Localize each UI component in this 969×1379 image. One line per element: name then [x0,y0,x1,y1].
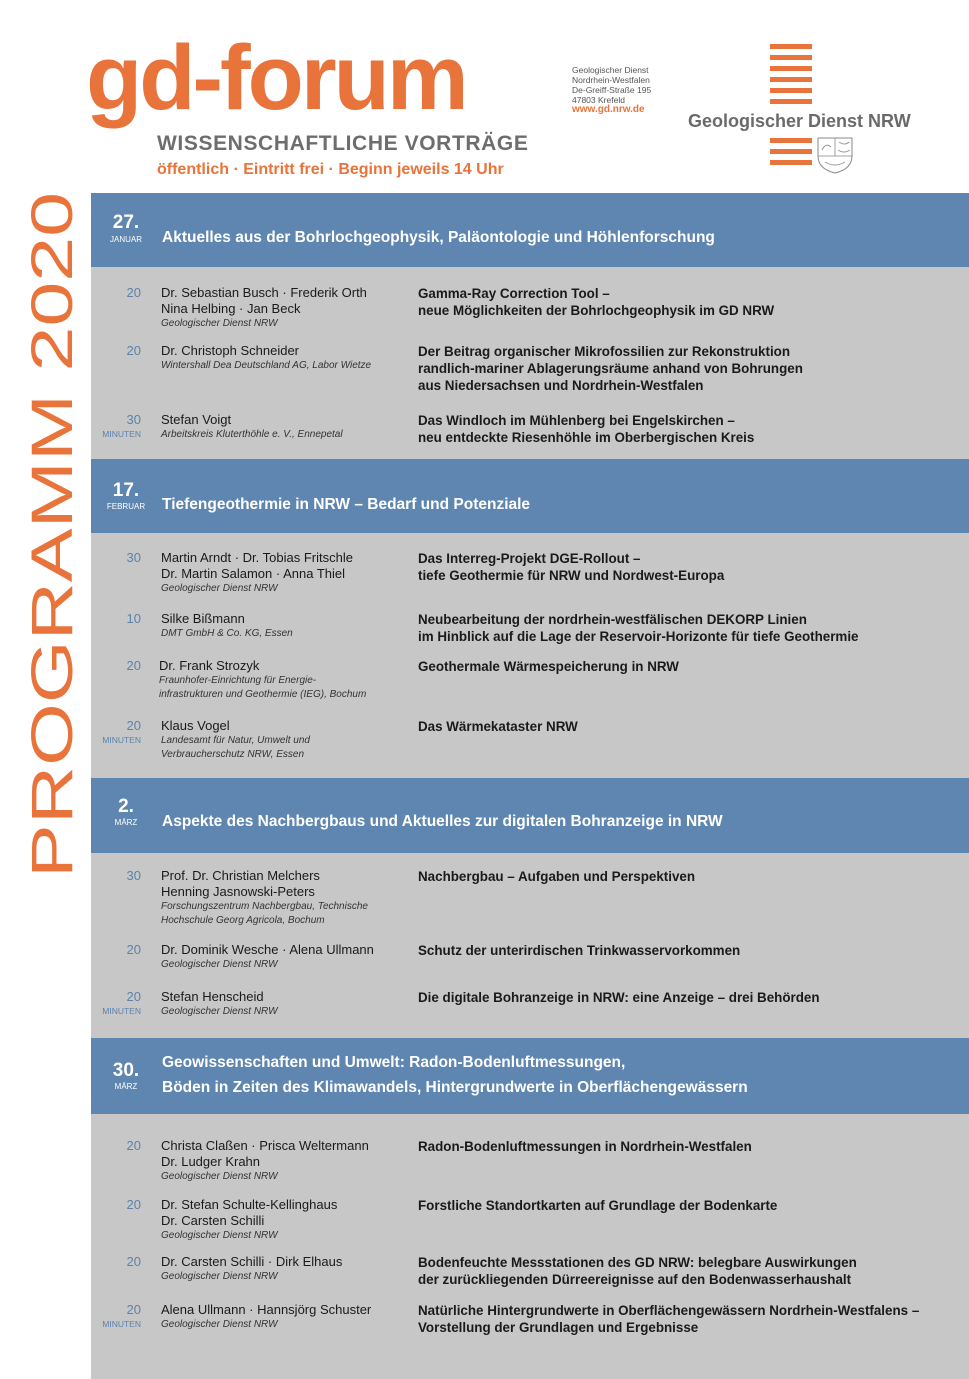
speaker-name: Henning Jasnowski-Peters [161,884,315,899]
section-header-februar [91,459,969,533]
speaker-affiliation: Wintershall Dea Deutschland AG, Labor Wietze [161,360,372,371]
talk-title-line: Forstliche Standortkarten auf Grundlage der Bodenkarte [418,1198,778,1213]
speaker-name: Martin Arndt · Dr. Tobias Fritschle [161,550,353,565]
speaker-affiliation: Geologischer Dienst NRW [161,318,278,329]
talk-minutes: 20 [126,285,141,300]
website-link[interactable]: www.gd.nrw.de [572,104,645,115]
talk-title-line: Nachbergbau – Aufgaben und Perspektiven [418,869,696,884]
talk-title-line: aus Niedersachsen und Nordrhein-Westfalen [418,378,704,393]
speaker-affiliation: Geologischer Dienst NRW [161,1271,278,1282]
talk-speakers [159,658,409,702]
talk-title-line: Geothermale Wärmespeicherung in NRW [418,659,679,674]
talk-speakers [161,1138,411,1184]
talk-speakers [161,989,411,1019]
talk-title-line: neu entdeckte Riesenhöhle im Oberbergischen Kreis [418,430,755,445]
speaker-name: Stefan Henscheid [161,989,264,1004]
address-line: Nordrhein-Westfalen [572,75,650,85]
address-block [572,65,651,115]
section-title [162,1050,748,1100]
talk-minutes: 20 [126,942,141,957]
speaker-name: Nina Helbing · Jan Beck [161,301,301,316]
talk-minutes: 20 [126,343,141,358]
talk-title-line: im Hinblick auf die Lage der Reservoir-Horizonte für tiefe Geothermie [418,629,859,644]
address-line: De-Greiff-Straße 195 [572,85,652,95]
speaker-affiliation: Geologischer Dienst NRW [161,1006,278,1017]
page-subtitle: WISSENSCHAFTLICHE VORTRÄGE [157,132,529,155]
speaker-affiliation: Arbeitskreis Kluterthöhle e. V., Ennepetal [161,429,343,440]
speaker-name: Dr. Frank Strozyk [159,658,260,673]
speaker-name: Dr. Sebastian Busch · Frederik Orth [161,285,367,300]
talk-title-line: Natürliche Hintergrundwerte in Oberflächengewässern Nordrhein-Westfalens – [418,1303,920,1318]
talk-title [418,1197,963,1214]
talk-title [418,285,963,319]
speaker-name: Silke Bißmann [161,611,245,626]
talk-title-line: Das Windloch im Mühlenberg bei Engelskirchen – [418,413,735,428]
talk-title [418,1302,963,1336]
section-month: FEBRUAR [106,502,146,511]
talk-title [418,611,963,645]
program-year-text: PROGRAMM 2020 [20,384,85,878]
talk-minutes: 30 [126,550,141,565]
speaker-affiliation: infrastrukturen und Geothermie (IEG), Bochum [159,689,367,700]
talk-speakers [161,942,411,972]
speaker-name: Dr. Carsten Schilli · Dirk Elhaus [161,1254,343,1269]
gd-logo-bottom-stripes-icon [770,138,812,165]
speaker-affiliation: Forschungszentrum Nachbergbau, Technische [161,901,368,912]
section-day: 30. [112,1060,140,1081]
speaker-name: Klaus Vogel [161,718,230,733]
talk-speakers [161,868,411,928]
talk-title-line: Das Interreg-Projekt DGE-Rollout – [418,551,641,566]
talk-minutes: 20 [126,1302,141,1317]
program-year-vertical-title [10,190,85,880]
talk-title-line: Neubearbeitung der nordrhein-westfälischen DEKORP Linien [418,612,807,627]
speaker-name: Prof. Dr. Christian Melchers [161,868,320,883]
talk-minutes: 10 [126,611,141,626]
talk-minutes: 30 [126,412,141,427]
speaker-affiliation: DMT GmbH & Co. KG, Essen [161,628,293,639]
talk-minutes: 30 [126,868,141,883]
talk-minutes: 20 [126,658,141,673]
minutes-unit-label: MINUTEN [102,1319,141,1329]
speaker-affiliation: Geologischer Dienst NRW [161,1171,278,1182]
talk-title [418,658,963,675]
talk-speakers [161,1197,411,1243]
talk-title-line: neue Möglichkeiten der Bohrlochgeophysik im GD NRW [418,303,775,318]
talk-speakers [161,285,411,331]
minutes-unit-label: MINUTEN [102,1006,141,1016]
talk-title-line: Die digitale Bohranzeige in NRW: eine Anzeige – drei Behörden [418,990,820,1005]
section-header-maerz-30 [91,1038,969,1114]
speaker-affiliation: Hochschule Georg Agricola, Bochum [161,915,325,926]
section-title-line: Böden in Zeiten des Klimawandels, Hintergrundwerte in Oberflächengewässern [162,1079,748,1096]
talk-title [418,343,963,394]
section-header-maerz [91,778,969,853]
speaker-affiliation: Landesamt für Natur, Umwelt und [161,735,310,746]
speaker-name: Dr. Christoph Schneider [161,343,300,358]
section-day: 2. [118,796,134,817]
speaker-name: Dr. Carsten Schilli [161,1213,265,1228]
talk-title-line: Schutz der unterirdischen Trinkwasservorkommen [418,943,741,958]
talk-title-line: Der Beitrag organischer Mikrofossilien zur Rekonstruktion [418,344,791,359]
speaker-affiliation: Fraunhofer-Einrichtung für Energie- [159,675,317,686]
section-month: MÄRZ [114,818,138,827]
talk-title-line: Das Wärmekataster NRW [418,719,578,734]
speaker-name: Dr. Ludger Krahn [161,1154,261,1169]
section-title: Aspekte des Nachbergbaus und Aktuelles zur digitalen Bohranzeige in NRW [162,813,723,830]
minutes-unit-label: MINUTEN [102,429,141,439]
address-line: 47803 Krefeld [572,95,625,105]
talk-title [418,989,963,1006]
talk-speakers [161,1302,411,1332]
speaker-affiliation: Geologischer Dienst NRW [161,1319,278,1330]
minutes-unit-label: MINUTEN [102,735,141,745]
talk-speakers [161,718,411,762]
nrw-crest-icon [815,136,855,174]
talk-title [418,1254,963,1288]
speaker-name: Dr. Martin Salamon · Anna Thiel [161,566,346,581]
section-month: MÄRZ [114,1082,138,1091]
talk-minutes: 20 [126,1197,141,1212]
section-day: 27. [112,212,140,233]
talk-speakers [161,611,411,641]
talk-title-line: randlich-mariner Ablagerungsräume anhand von Bohrungen [418,361,803,376]
section-title: Aktuelles aus der Bohrlochgeophysik, Paläontologie und Höhlenforschung [162,229,715,246]
organization-name: Geologischer Dienst NRW [688,111,911,131]
talk-speakers [161,412,411,442]
talk-title-line: Gamma-Ray Correction Tool – [418,286,610,301]
speaker-affiliation: Geologischer Dienst NRW [161,1230,278,1241]
talk-minutes: 20 [126,989,141,1004]
talk-title-line: Bodenfeuchte Messstationen des GD NRW: belegbare Auswirkungen [418,1255,857,1270]
section-month: JANUAR [109,235,142,244]
section-day: 17. [112,480,140,501]
speaker-name: Dr. Stefan Schulte-Kellinghaus [161,1197,338,1212]
talk-title [418,868,963,885]
talk-title [418,942,963,959]
address-line: Geologischer Dienst [572,65,649,75]
talk-minutes: 20 [126,718,141,733]
talk-speakers [161,550,411,596]
talk-title-line: Radon-Bodenluftmessungen in Nordrhein-Westfalen [418,1139,752,1154]
talk-title-line: tiefe Geothermie für NRW und Nordwest-Europa [418,568,725,583]
speaker-name: Dr. Dominik Wesche · Alena Ullmann [161,942,374,957]
talk-title [418,550,963,584]
section-title: Tiefengeothermie in NRW – Bedarf und Potenziale [162,496,531,513]
talk-title [418,412,963,446]
speaker-affiliation: Geologischer Dienst NRW [161,959,278,970]
gd-logo-stripes-icon [770,44,812,104]
talk-title-line: der zurückliegenden Dürreereignisse auf den Bodenwasserhaushalt [418,1272,852,1287]
talk-title [418,1138,963,1155]
section-title-line: Geowissenschaften und Umwelt: Radon-Bodenluftmessungen, [162,1054,626,1071]
speaker-name: Stefan Voigt [161,412,232,427]
section-header-januar [91,193,969,267]
speaker-affiliation: Verbraucherschutz NRW, Essen [161,749,305,760]
talk-speakers [161,1254,411,1284]
gd-forum-logo: gd-forum [86,27,466,129]
event-tagline: öffentlich · Eintritt frei · Beginn jeweils 14 Uhr [157,161,504,178]
speaker-name: Alena Ullmann · Hannsjörg Schuster [161,1302,372,1317]
talk-minutes: 20 [126,1138,141,1153]
talk-title-line: Vorstellung der Grundlagen und Ergebnisse [418,1320,699,1335]
speaker-name: Christa Claßen · Prisca Weltermann [161,1138,369,1153]
talk-title [418,718,963,735]
talk-minutes: 20 [126,1254,141,1269]
speaker-affiliation: Geologischer Dienst NRW [161,583,278,594]
talk-speakers [161,343,411,373]
